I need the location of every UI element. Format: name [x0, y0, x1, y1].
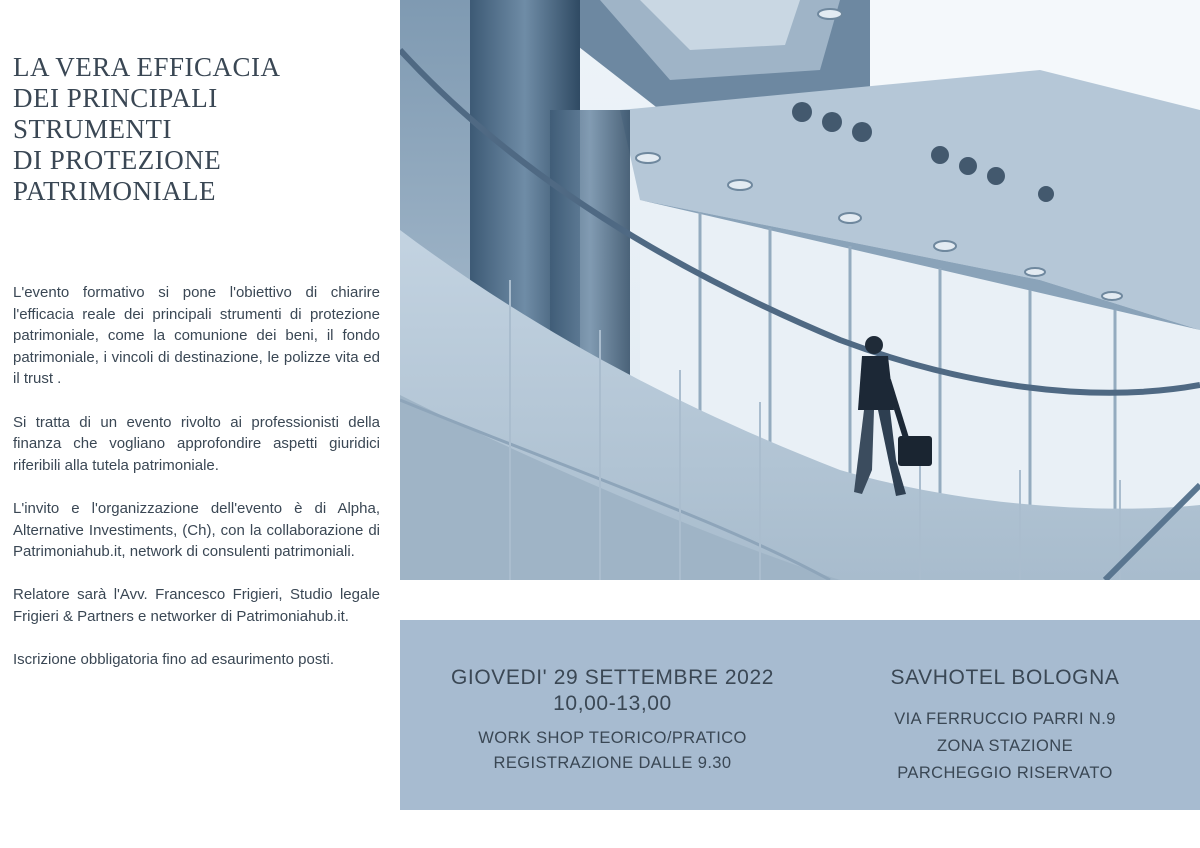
venue-parking: PARCHEGGIO RISERVATO [897, 764, 1113, 782]
workshop-label: WORK SHOP TEORICO/PRATICO [478, 729, 747, 747]
hero-photo [400, 0, 1200, 580]
title-line: STRUMENTI [13, 114, 172, 144]
event-description [13, 282, 380, 692]
venue-zone: ZONA STAZIONE [937, 737, 1073, 755]
atrium-illustration [400, 0, 1200, 580]
title-line: PATRIMONIALE [13, 176, 217, 206]
description-paragraph: L'invito e l'organizzazione dell'evento è di Alpha, Alternative Investiments, (Ch), con la collaborazione di Patrimoniahub.it, network di consulenti patrimoniali. [13, 499, 380, 561]
title-line: LA VERA EFFICACIA [13, 52, 281, 82]
title-line: DI PROTEZIONE [13, 145, 222, 175]
flyer-title [13, 52, 383, 207]
venue-name: SAVHOTEL BOLOGNA [890, 666, 1120, 689]
registration-time: REGISTRAZIONE DALLE 9.30 [493, 754, 732, 772]
description-paragraph: Relatore sarà l'Avv. Francesco Frigieri, Studio legale Frigieri & Partners e networker di Patrimoniahub.it. [13, 586, 380, 625]
event-time: 10,00-13,00 [553, 692, 672, 715]
event-date: GIOVEDI' 29 SETTEMBRE 2022 [450, 666, 775, 689]
event-info-panel [400, 620, 1200, 810]
title-line: DEI PRINCIPALI [13, 83, 218, 113]
venue-address: VIA FERRUCCIO PARRI N.9 [894, 710, 1116, 728]
description-paragraph: L'evento formativo si pone l'obiettivo di chiarire l'efficacia reale dei principali strumenti di protezione patrimoniale, come la comunione dei beni, il fondo patrimoniale, i vincoli di destinazione, le polizze vita ed il trust . [13, 284, 380, 388]
description-paragraph: Iscrizione obbligatoria fino ad esaurimento posti. [13, 651, 335, 669]
description-paragraph: Si tratta di un evento rivolto ai professionisti della finanza che vogliano approfondire aspetti giuridici riferibili alla tutela patrimoniale. [13, 413, 380, 474]
